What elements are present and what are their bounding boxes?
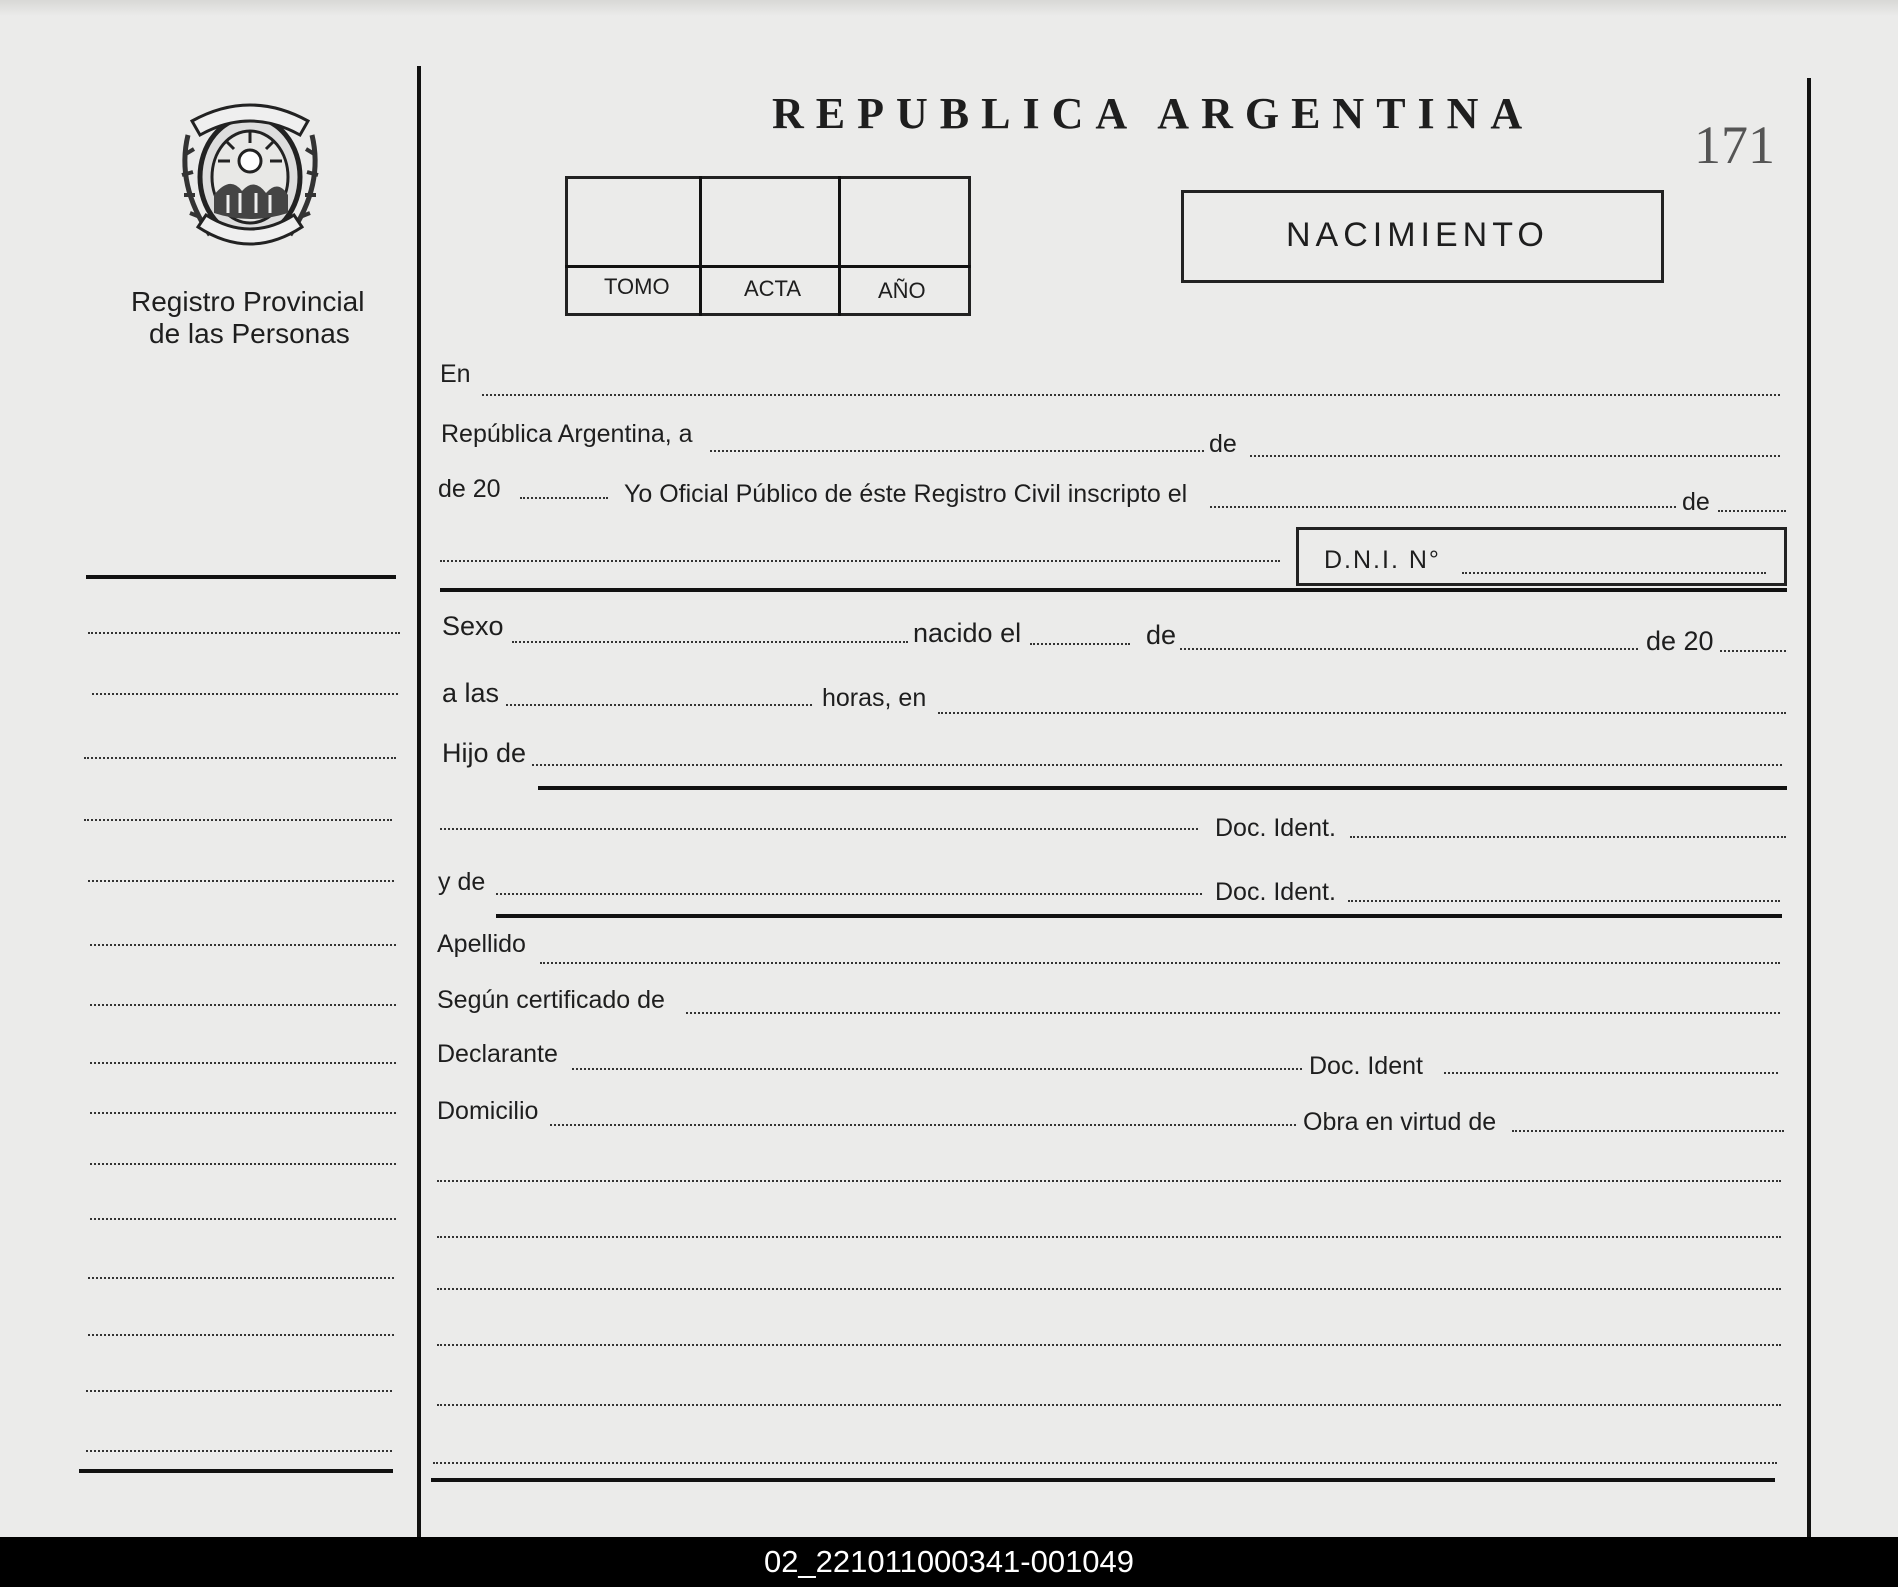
hijo-de-label: Hijo de	[442, 738, 527, 768]
left-vertical-rule	[417, 66, 421, 1537]
domicilio-label: Domicilio	[437, 1097, 539, 1125]
notes-line-6[interactable]	[433, 1462, 1777, 1464]
left-dotted-line-13	[88, 1334, 394, 1336]
left-dotted-line-1	[88, 632, 400, 634]
dni-label: D.N.I. N°	[1324, 546, 1441, 574]
doc-ident-label-3: Doc. Ident	[1309, 1052, 1423, 1080]
page-top-shadow	[0, 0, 1898, 16]
doc-ident-label-1: Doc. Ident.	[1215, 814, 1336, 842]
left-dotted-line-10	[90, 1163, 396, 1165]
month-field[interactable]	[1250, 455, 1780, 457]
declarante-field[interactable]	[572, 1068, 1302, 1070]
y-de-label: y de	[438, 868, 486, 896]
madre-doc-field[interactable]	[1348, 900, 1780, 902]
document-type-label: NACIMIENTO	[1286, 216, 1549, 254]
oficial-name-field[interactable]	[440, 560, 1280, 562]
section-rule-bottom	[431, 1478, 1775, 1482]
dni-field[interactable]	[1462, 572, 1766, 574]
scan-id-label: 02_221011000341-001049	[763, 1544, 1135, 1579]
declarante-label: Declarante	[437, 1040, 558, 1068]
de-label-2: de	[1682, 488, 1710, 516]
horas-en-label: horas, en	[822, 684, 927, 712]
tomo-label: TOMO	[604, 274, 670, 299]
padre-field[interactable]	[532, 764, 1782, 766]
scan-id-bar	[0, 1537, 1898, 1587]
a-las-label: a las	[442, 678, 500, 708]
en-field[interactable]	[482, 394, 1780, 396]
obra-en-virtud-field[interactable]	[1512, 1130, 1784, 1132]
seal-emblem-icon	[170, 95, 330, 265]
sexo-label: Sexo	[442, 611, 504, 641]
en-label: En	[440, 360, 471, 388]
left-column-top-rule	[86, 575, 396, 579]
nacido-dia-field[interactable]	[1030, 643, 1130, 645]
anio-label: AÑO	[878, 278, 926, 303]
section-rule-2	[538, 786, 1787, 790]
province-seal	[170, 95, 330, 265]
republica-a-label: República Argentina, a	[441, 420, 693, 448]
declarante-doc-field[interactable]	[1444, 1072, 1778, 1074]
notes-line-1[interactable]	[437, 1180, 1781, 1182]
doc-ident-label-2: Doc. Ident.	[1215, 878, 1336, 906]
registry-name-line1: Registro Provincial	[131, 286, 365, 317]
page-number: 171	[1694, 115, 1775, 175]
madre-field[interactable]	[496, 893, 1202, 895]
left-dotted-line-7	[90, 1004, 396, 1006]
day-field[interactable]	[710, 450, 1204, 452]
left-dotted-line-8	[90, 1062, 396, 1064]
nacido-el-label: nacido el	[913, 618, 1022, 648]
left-dotted-line-12	[88, 1277, 394, 1279]
padre-cont-field[interactable]	[440, 828, 1198, 830]
country-title: REPUBLICA ARGENTINA	[772, 89, 1535, 138]
notes-line-5[interactable]	[437, 1404, 1781, 1406]
yo-oficial-label: Yo Oficial Público de éste Registro Civil inscripto el	[624, 480, 1188, 508]
inscripto-el-field[interactable]	[1210, 506, 1676, 508]
left-dotted-line-14	[86, 1390, 392, 1392]
obra-en-virtud-label: Obra en virtud de	[1303, 1108, 1497, 1136]
left-dotted-line-6	[90, 944, 396, 946]
index-table-divider-2	[838, 176, 841, 316]
sexo-field[interactable]	[512, 641, 908, 643]
apellido-label: Apellido	[437, 930, 526, 958]
section-rule-1	[440, 588, 1787, 592]
left-dotted-line-9	[90, 1112, 396, 1114]
certificado-field[interactable]	[686, 1012, 1780, 1014]
padre-doc-field[interactable]	[1350, 836, 1786, 838]
notes-line-3[interactable]	[437, 1288, 1781, 1290]
index-table-divider-1	[699, 176, 702, 316]
left-dotted-line-15	[86, 1450, 392, 1452]
nacido-mes-field[interactable]	[1180, 648, 1638, 650]
left-dotted-line-11	[90, 1218, 396, 1220]
nacido-anio-field[interactable]	[1720, 650, 1786, 652]
de-20-label: de 20	[438, 475, 501, 503]
notes-line-2[interactable]	[437, 1236, 1781, 1238]
left-column-bottom-rule	[79, 1469, 393, 1473]
index-table-header-rule	[565, 265, 971, 268]
left-dotted-line-5	[88, 880, 394, 882]
apellido-field[interactable]	[540, 962, 1780, 964]
de-label-3: de	[1146, 620, 1177, 650]
acta-label: ACTA	[744, 276, 802, 301]
hora-field[interactable]	[506, 704, 812, 706]
inscripto-de-field[interactable]	[1718, 510, 1786, 512]
year-field[interactable]	[520, 497, 608, 499]
right-vertical-rule	[1807, 78, 1811, 1537]
de-20-label-b: de 20	[1646, 626, 1714, 656]
domicilio-field[interactable]	[550, 1124, 1296, 1126]
section-rule-3	[496, 914, 1782, 918]
left-dotted-line-4	[84, 819, 392, 821]
de-label-1: de	[1209, 430, 1237, 458]
segun-certificado-label: Según certificado de	[437, 986, 665, 1014]
notes-line-4[interactable]	[437, 1344, 1781, 1346]
left-dotted-line-2	[92, 693, 398, 695]
lugar-nacimiento-field[interactable]	[938, 712, 1786, 714]
registry-name-line2: de las Personas	[149, 318, 350, 349]
left-dotted-line-3	[84, 757, 396, 759]
